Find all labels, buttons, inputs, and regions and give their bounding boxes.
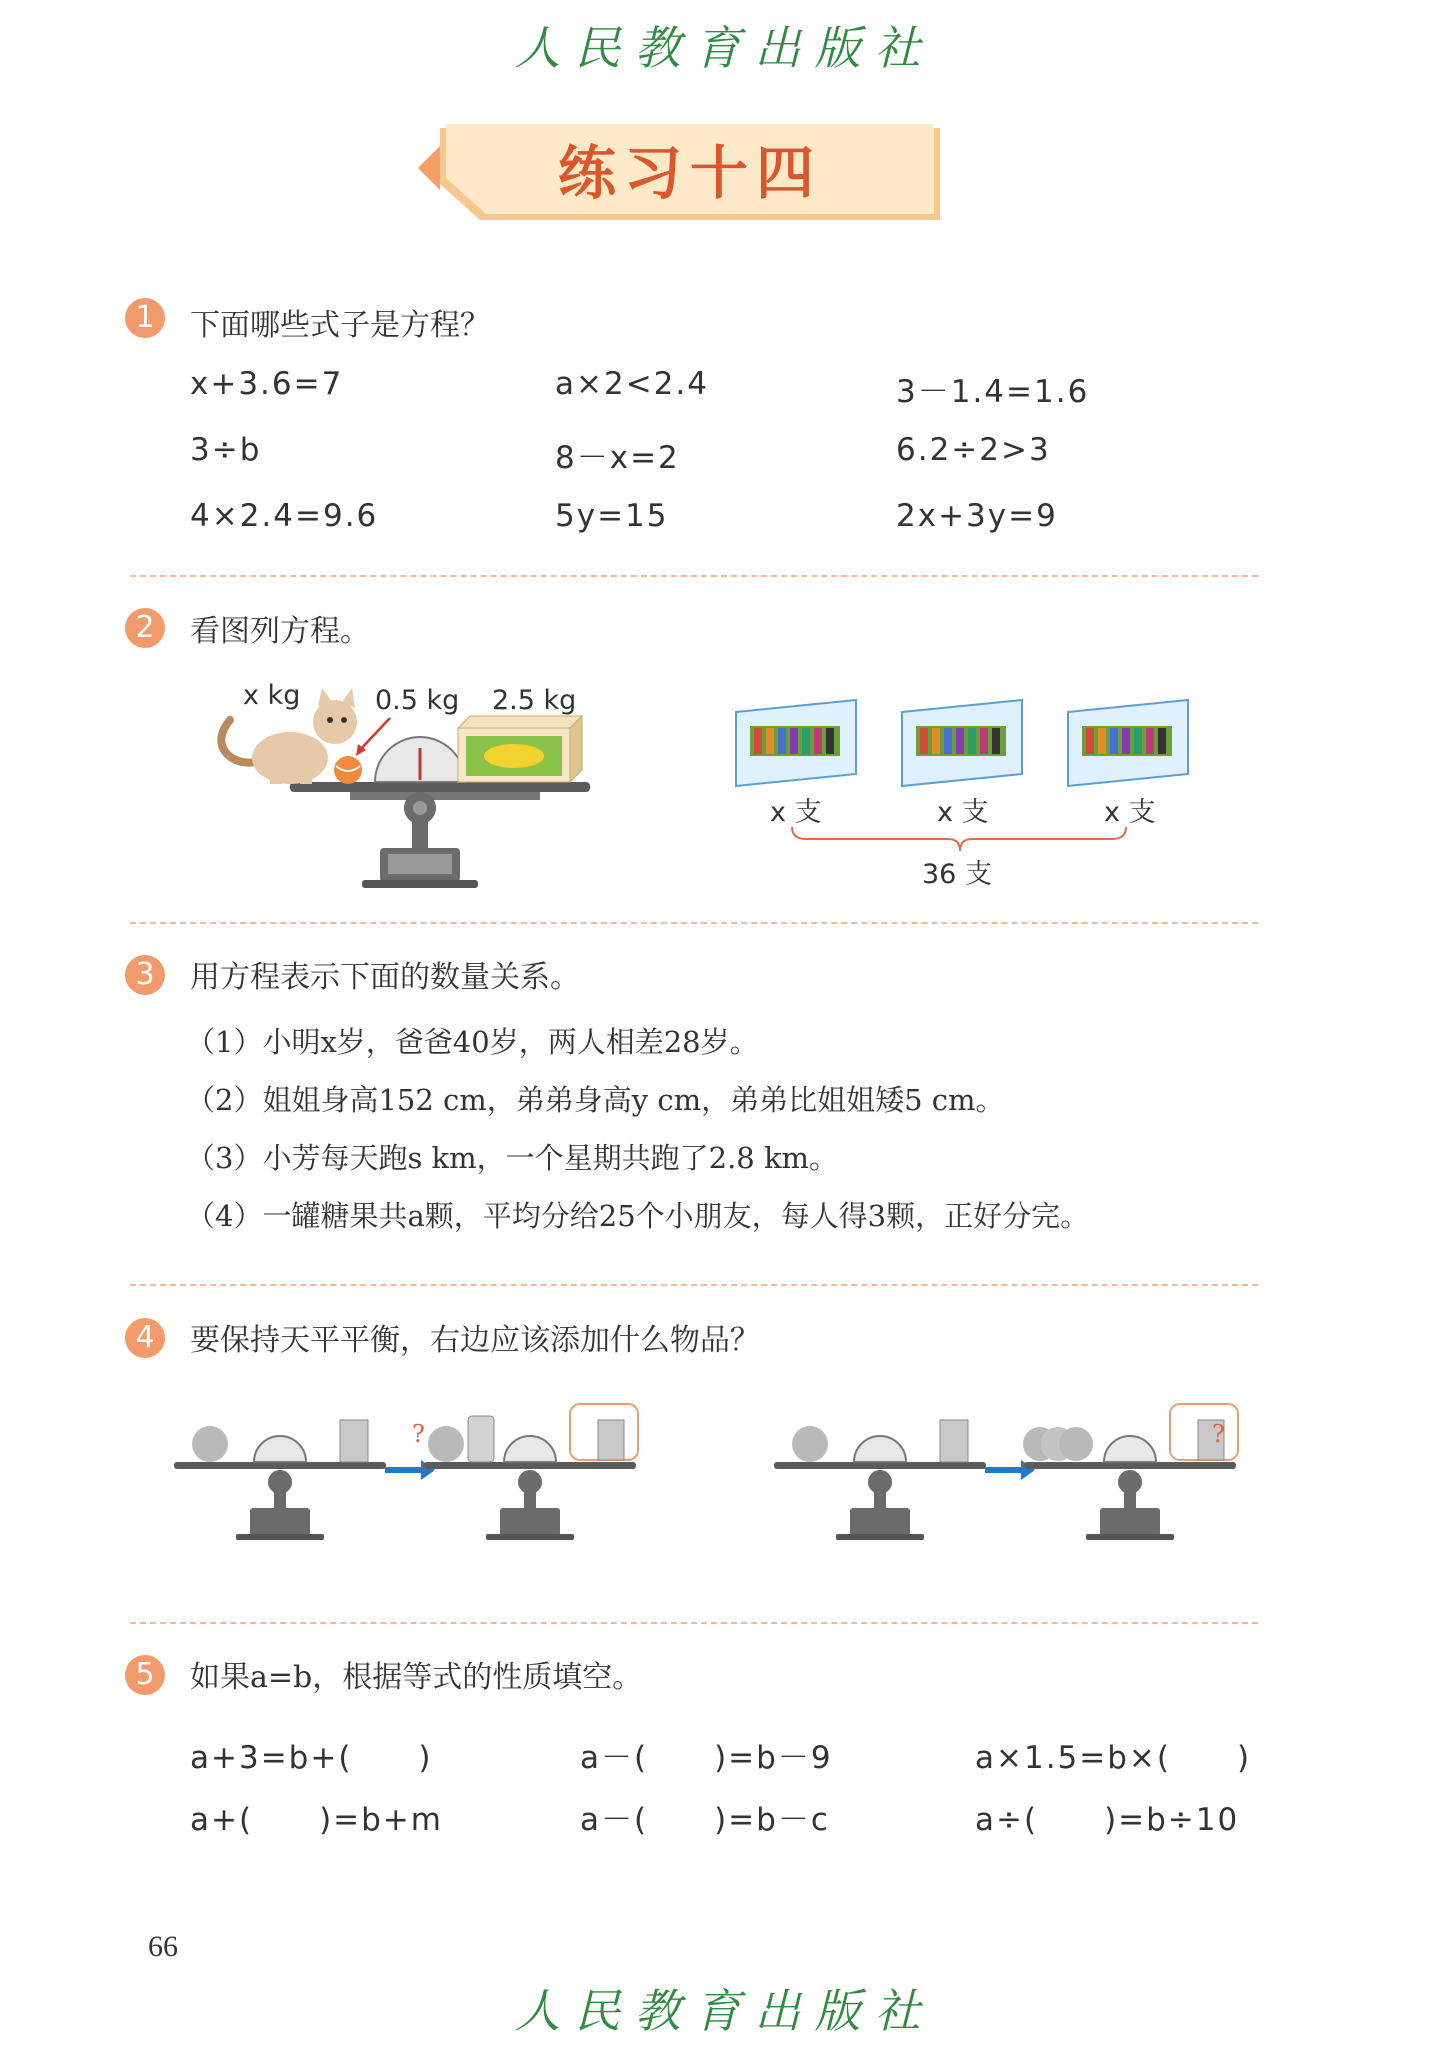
page-number: 66 <box>148 1930 178 1963</box>
q5-blank-1: a+3=b+( ) <box>190 1740 433 1776</box>
q1-expr-7: 4×2.4=9.6 <box>190 498 379 534</box>
q4-prompt: 要保持天平平衡，右边应该添加什么物品？ <box>190 1323 760 1358</box>
publisher-footer: 人民教育出版社 <box>514 1984 935 2038</box>
q1-expr-3: 3－1.4=1.6 <box>896 374 1090 410</box>
question-number-2: 2 <box>125 608 165 648</box>
question-number-5: 5 <box>125 1655 165 1695</box>
balance-scales-illustration <box>170 1390 1270 1550</box>
q5-blank-5: a－( )=b－c <box>580 1802 830 1838</box>
divider <box>130 575 1258 577</box>
q5-blank-6: a÷( )=b÷10 <box>975 1802 1240 1838</box>
q3-item-4: （4）一罐糖果共a颗，平均分给25个小朋友，每人得3颗，正好分完。 <box>186 1199 1090 1233</box>
pen-box-label-2: x 支 <box>937 797 989 828</box>
q3-prompt: 用方程表示下面的数量关系。 <box>190 960 580 995</box>
q1-expr-5: 8－x=2 <box>555 440 680 476</box>
q5-blank-2: a－( )=b－9 <box>580 1740 833 1776</box>
q1-expr-8: 5y=15 <box>555 498 669 534</box>
q5-blank-3: a×1.5=b×( ) <box>975 1740 1252 1776</box>
q5-prompt: 如果a=b，根据等式的性质填空。 <box>190 1660 643 1695</box>
question-number-4: 4 <box>125 1318 165 1358</box>
question-mark-b: ? <box>1212 1420 1225 1448</box>
q1-prompt: 下面哪些式子是方程？ <box>190 308 490 343</box>
pen-box-label-3: x 支 <box>1104 797 1156 828</box>
q1-expr-1: x+3.6=7 <box>190 366 344 402</box>
question-mark-a: ? <box>412 1420 425 1448</box>
question-number-3: 3 <box>125 955 165 995</box>
total-pens-label: 36 支 <box>922 859 992 890</box>
publisher-header: 人民教育出版社 <box>514 21 935 75</box>
q3-item-3: （3）小芳每天跑s km，一个星期共跑了2.8 km。 <box>186 1141 839 1175</box>
q1-expr-6: 6.2÷2>3 <box>896 432 1051 468</box>
q1-expr-2: a×2<2.4 <box>555 366 709 402</box>
q5-blank-4: a+( )=b+m <box>190 1802 443 1838</box>
q3-item-1: （1）小明x岁，爸爸40岁，两人相差28岁。 <box>186 1025 759 1059</box>
cat-weight-label: x kg <box>243 680 301 711</box>
divider <box>130 922 1258 924</box>
q1-expr-4: 3÷b <box>190 432 262 468</box>
page-title: 练习十四 <box>557 139 822 207</box>
ball-weight-label: 0.5 kg <box>375 685 460 716</box>
divider <box>130 1622 1258 1624</box>
pen-box-label-1: x 支 <box>770 797 822 828</box>
q2-prompt: 看图列方程。 <box>190 614 370 649</box>
total-brace <box>790 825 1130 855</box>
pen-boxes-illustration <box>730 690 1200 800</box>
question-number-1: 1 <box>125 298 165 338</box>
q3-item-2: （2）姐姐身高152 cm，弟弟身高y cm，弟弟比姐姐矮5 cm。 <box>186 1083 1005 1117</box>
box-weight-label: 2.5 kg <box>492 685 577 716</box>
q1-expr-9: 2x+3y=9 <box>896 498 1058 534</box>
divider <box>130 1284 1258 1286</box>
